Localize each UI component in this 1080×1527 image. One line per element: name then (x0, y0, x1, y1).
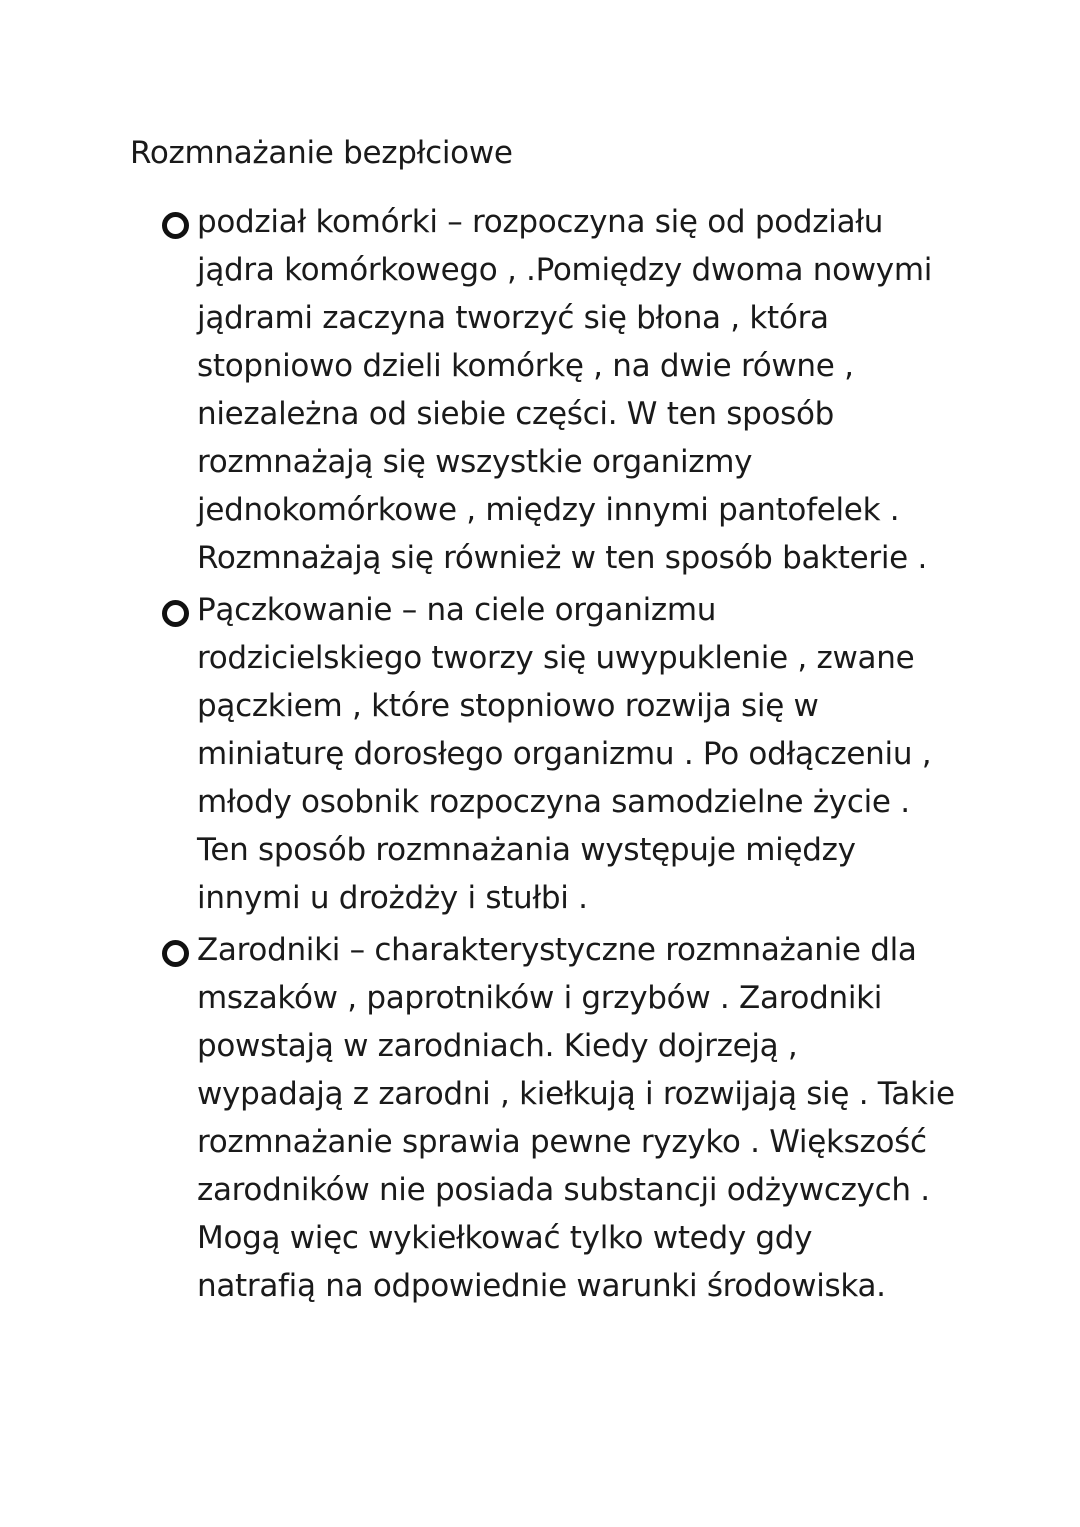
text-line: jądra komórkowego , .Pomiędzy dwoma nowymi (197, 252, 933, 288)
text-line: pączkiem , które stopniowo rozwija się w (197, 688, 819, 724)
text-line: rozmnażanie sprawia pewne ryzyko . Większość (197, 1124, 927, 1160)
text-line: Zarodniki – charakterystyczne rozmnażanie dla (197, 932, 917, 968)
circle-bullet-icon (162, 600, 189, 627)
text-line: mszaków , paprotników i grzybów . Zarodniki (197, 980, 883, 1016)
text-line: wypadają z zarodni , kiełkują i rozwijają się . Takie (197, 1076, 955, 1112)
text-line: niezależna od siebie części. W ten sposób (197, 396, 835, 432)
text-line: powstają w zarodniach. Kiedy dojrzeją , (197, 1028, 798, 1064)
text-line: jednokomórkowe , między innymi pantofelek . (197, 492, 900, 528)
text-line: Mogą więc wykiełkować tylko wtedy gdy (197, 1220, 813, 1256)
text-line: młody osobnik rozpoczyna samodzielne życie . (197, 784, 910, 820)
text-line: zarodników nie posiada substancji odżywczych . (197, 1172, 930, 1208)
document-heading: Rozmnażanie bezpłciowe (130, 135, 513, 171)
text-line: innymi u drożdży i stułbi . (197, 880, 588, 916)
text-line: miniaturę dorosłego organizmu . Po odłączeniu , (197, 736, 932, 772)
text-line: Rozmnażają się również w ten sposób bakterie . (197, 540, 928, 576)
text-line: stopniowo dzieli komórkę , na dwie równe , (197, 348, 854, 384)
text-line: Pączkowanie – na ciele organizmu (197, 592, 717, 628)
text-line: rozmnażają się wszystkie organizmy (197, 444, 753, 480)
text-line: Ten sposób rozmnażania występuje między (197, 832, 856, 868)
text-line: natrafią na odpowiednie warunki środowiska. (197, 1268, 886, 1304)
circle-bullet-icon (162, 212, 189, 239)
text-line: podział komórki – rozpoczyna się od podziału (197, 204, 884, 240)
text-line: jądrami zaczyna tworzyć się błona , która (197, 300, 829, 336)
text-line: rodzicielskiego tworzy się uwypuklenie , zwane (197, 640, 915, 676)
circle-bullet-icon (162, 940, 189, 967)
